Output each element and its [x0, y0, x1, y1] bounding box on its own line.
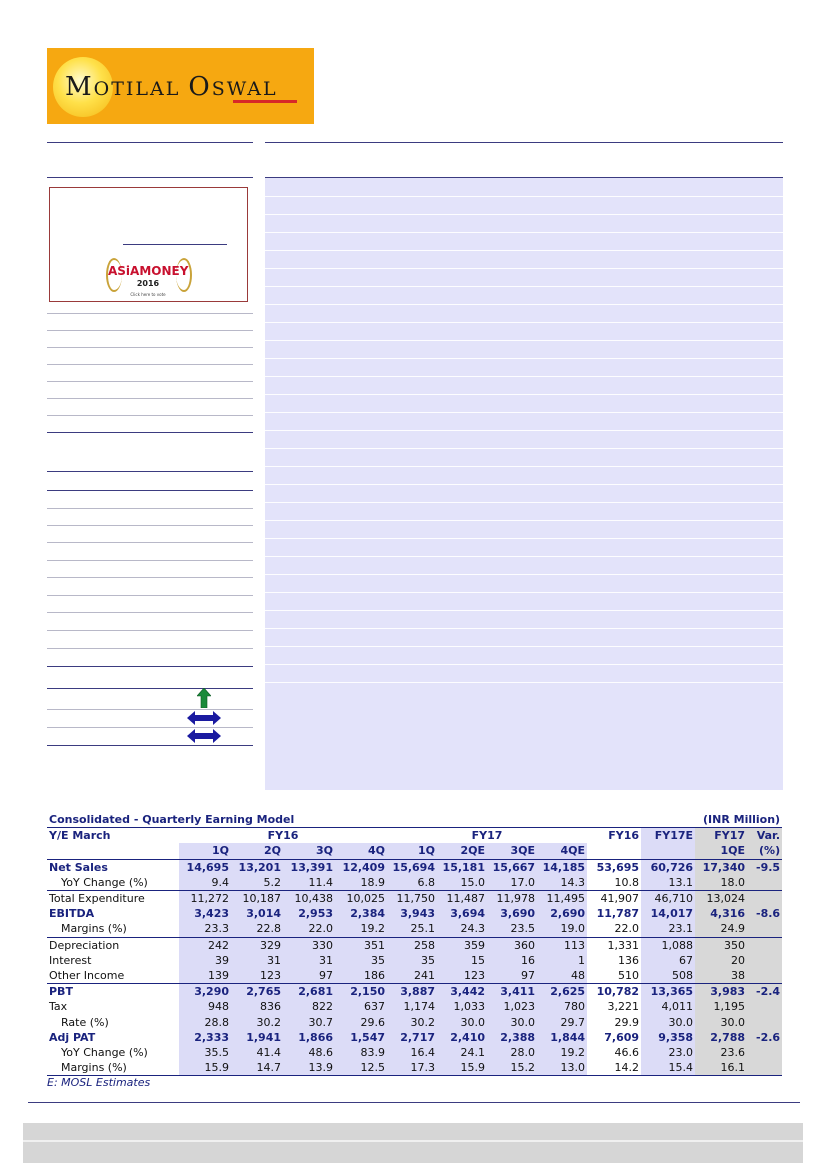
table-cell: 22.0	[283, 921, 335, 937]
panel-rule	[265, 502, 783, 503]
table-cell: 39	[179, 953, 231, 968]
table-cell: 46,710	[641, 890, 695, 906]
table-cell: 3,221	[607, 1000, 640, 1014]
table-cell: 23.3	[179, 921, 231, 937]
table-cell: 14,695	[179, 859, 231, 875]
panel-rule	[265, 682, 783, 683]
table-cell: 10,438	[283, 890, 335, 906]
table-cell: 3,887	[387, 984, 437, 1000]
divider	[47, 432, 253, 433]
table-row	[47, 984, 782, 1000]
table-cell: 508	[641, 968, 695, 984]
table-cell: 14.7	[231, 1060, 283, 1076]
table-cell	[747, 999, 782, 1014]
panel-rule	[265, 610, 783, 611]
table-cell: 28.8	[179, 1014, 231, 1029]
row-label: PBT	[47, 984, 179, 1000]
divider	[47, 560, 253, 561]
quarter-header: 4Q	[335, 843, 387, 859]
table-cell: 780	[537, 999, 587, 1014]
table-cell: 2,953	[283, 906, 335, 921]
table-cell: 2,788	[695, 1030, 747, 1045]
panel-rule	[265, 520, 783, 521]
table-cell	[747, 1014, 782, 1029]
table-cell: 23.6	[695, 1045, 747, 1060]
divider	[47, 381, 253, 382]
quarter-header-blank	[587, 843, 641, 859]
table-cell: 20	[695, 953, 747, 968]
table-cell: 7,609	[604, 1030, 640, 1044]
table-cell	[747, 921, 782, 937]
table-cell: 637	[335, 999, 387, 1014]
table-cell: 2,717	[387, 1030, 437, 1045]
table-cell: 10,782	[587, 984, 641, 1000]
table-cell: 35.5	[179, 1045, 231, 1060]
row-label: Margins (%)	[61, 922, 127, 936]
table-cell: 11,978	[487, 890, 537, 906]
row-label: Margins (%)	[47, 1060, 179, 1076]
table-cell: 1,547	[335, 1030, 387, 1045]
col-pct: (%)	[747, 843, 782, 859]
table-cell: 97	[283, 968, 335, 984]
table-cell: 822	[283, 999, 335, 1014]
panel-rule	[265, 574, 783, 575]
col-fy17: FY17	[695, 828, 747, 844]
table-cell: 11,272	[179, 890, 231, 906]
table-cell: 2,388	[487, 1030, 537, 1045]
logo-underline	[233, 100, 297, 103]
table-row	[47, 921, 782, 937]
table-cell: 351	[335, 937, 387, 953]
quarter-header: 2Q	[231, 843, 283, 859]
table-cell: 836	[231, 999, 283, 1014]
table-cell: 1,941	[231, 1030, 283, 1045]
table-cell: 15,181	[437, 859, 487, 875]
table-cell: 242	[179, 937, 231, 953]
table-cell: 30.0	[641, 1014, 695, 1029]
footer-divider	[28, 1102, 800, 1103]
table-cell: 35	[335, 953, 387, 968]
table-cell: 1,023	[487, 999, 537, 1014]
table-cell: 23.1	[641, 921, 695, 937]
table-cell: 13.0	[537, 1060, 587, 1076]
table-cell: 30.0	[487, 1014, 537, 1029]
divider	[47, 471, 253, 472]
table-cell: 1,174	[387, 999, 437, 1014]
award-vote-link[interactable]: Click here to vote	[130, 292, 166, 297]
table-cell: 24.1	[437, 1045, 487, 1060]
table-cell: 48.6	[283, 1045, 335, 1060]
col-1qe: 1QE	[695, 843, 747, 859]
table-cell: 4,316	[695, 906, 747, 921]
divider	[47, 398, 253, 399]
table-cell: 3,943	[387, 906, 437, 921]
panel-rule	[265, 232, 783, 233]
divider	[47, 177, 253, 178]
table-cell: 139	[179, 968, 231, 984]
panel-rule	[265, 250, 783, 251]
table-row	[47, 1045, 782, 1060]
table-cell: -2.4	[747, 984, 782, 1000]
table-cell: 16.4	[387, 1045, 437, 1060]
logo-text: MOTILAL OSWAL	[65, 72, 278, 102]
table-cell: 3,690	[487, 906, 537, 921]
award-year: 2016	[136, 279, 160, 288]
divider	[47, 666, 253, 667]
table-cell: 3,442	[437, 984, 487, 1000]
table-row	[47, 875, 782, 891]
panel-rule	[265, 466, 783, 467]
estimates-note: E: MOSL Estimates	[47, 1076, 151, 1090]
panel-rule	[265, 556, 783, 557]
divider	[47, 542, 253, 543]
table-cell: 123	[437, 968, 487, 984]
panel-rule	[265, 376, 783, 377]
table-cell: 46.6	[614, 1045, 640, 1059]
divider	[47, 364, 253, 365]
table-cell: 30.2	[231, 1014, 283, 1029]
table-cell: 13,365	[641, 984, 695, 1000]
divider	[47, 630, 253, 631]
table-cell: 13,024	[695, 890, 747, 906]
table-cell: 1,033	[437, 999, 487, 1014]
divider	[47, 347, 253, 348]
table-cell: 3,290	[179, 984, 231, 1000]
table-cell: 10.8	[614, 875, 640, 889]
table-title: Consolidated - Quarterly Earning Model	[49, 813, 295, 827]
table-cell: 23.0	[641, 1045, 695, 1060]
panel-rule	[265, 322, 783, 323]
table-cell: 53,695	[596, 860, 640, 874]
row-label: Adj PAT	[49, 1030, 96, 1044]
table-row	[47, 890, 782, 906]
table-cell: 2,384	[335, 906, 387, 921]
table-cell: 15.0	[437, 875, 487, 891]
table-cell: 5.2	[231, 875, 283, 891]
table-cell: 17,340	[695, 859, 747, 875]
row-label: EBITDA	[49, 907, 95, 921]
table-cell: 948	[179, 999, 231, 1014]
table-cell: -2.6	[747, 1030, 782, 1045]
table-cell: 38	[695, 968, 747, 984]
table-cell	[747, 875, 782, 891]
divider	[47, 688, 253, 689]
table-cell: 18.0	[695, 875, 747, 891]
quarter-header: 4QE	[537, 843, 587, 859]
table-cell: 3,411	[487, 984, 537, 1000]
award-brand: ASiAMONEY	[108, 264, 189, 278]
table-cell: 19.2	[537, 1045, 587, 1060]
table-cell: 35	[387, 953, 437, 968]
table-unit: (INR Million)	[703, 813, 781, 827]
panel-rule	[265, 286, 783, 287]
table-cell: 13,201	[231, 859, 283, 875]
col-fy16: FY16	[587, 828, 641, 844]
quarter-header-blank	[641, 843, 695, 859]
table-cell: 258	[387, 937, 437, 953]
table-cell: 41,907	[587, 890, 641, 906]
panel-rule	[265, 646, 783, 647]
table-cell: 31	[283, 953, 335, 968]
table-cell: 18.9	[335, 875, 387, 891]
table-cell: 13,391	[283, 859, 335, 875]
panel-rule	[265, 358, 783, 359]
table-cell: 22.8	[231, 921, 283, 937]
table-cell: 329	[231, 937, 283, 953]
table-cell: 10,187	[231, 890, 283, 906]
divider	[47, 490, 253, 491]
footer-bar	[23, 1123, 803, 1163]
table-cell: 12.5	[335, 1060, 387, 1076]
table-cell: 30.7	[283, 1014, 335, 1029]
table-cell: 15.2	[487, 1060, 537, 1076]
table-cell: 2,333	[179, 1030, 231, 1045]
panel-rule	[265, 196, 783, 197]
panel-rule	[265, 448, 783, 449]
panel-rule	[265, 268, 783, 269]
table-cell: 24.3	[437, 921, 487, 937]
table-cell: 29.7	[537, 1014, 587, 1029]
table-row	[47, 1014, 782, 1029]
table-row	[47, 1060, 782, 1076]
table-cell: 3,423	[179, 906, 231, 921]
panel-rule	[265, 430, 783, 431]
table-cell: 510	[618, 968, 640, 982]
table-cell: 3,983	[695, 984, 747, 1000]
panel-rule	[265, 538, 783, 539]
panel-rule	[265, 304, 783, 305]
table-cell: 15.4	[641, 1060, 695, 1076]
row-label: Interest	[49, 953, 92, 967]
quarterly-earnings-table	[47, 812, 782, 1090]
row-label: YoY Change (%)	[61, 1045, 148, 1059]
table-cell: -8.6	[747, 906, 782, 921]
table-cell: 29.9	[614, 1015, 640, 1029]
table-cell: 360	[487, 937, 537, 953]
table-cell: 30.0	[695, 1014, 747, 1029]
table-cell: 31	[231, 953, 283, 968]
col-var: Var.	[747, 828, 782, 844]
table-cell: 15.9	[437, 1060, 487, 1076]
divider	[47, 595, 253, 596]
table-cell	[747, 1060, 782, 1076]
divider	[47, 709, 253, 710]
divider	[47, 577, 253, 578]
table-cell: 330	[283, 937, 335, 953]
table-cell: 22.0	[614, 922, 640, 936]
quarter-header: 1Q	[387, 843, 437, 859]
table-cell	[747, 953, 782, 968]
panel-rule	[265, 214, 783, 215]
table-cell: 2,625	[537, 984, 587, 1000]
row-label: Net Sales	[49, 860, 108, 874]
table-cell: 359	[437, 937, 487, 953]
table-cell: 30.0	[437, 1014, 487, 1029]
divider	[47, 727, 253, 728]
table-row	[47, 999, 782, 1014]
table-cell: 14.2	[587, 1060, 641, 1076]
table-cell: 2,410	[437, 1030, 487, 1045]
table-cell: 30.2	[387, 1014, 437, 1029]
divider	[47, 745, 253, 746]
panel-rule	[265, 340, 783, 341]
table-cell: 17.3	[387, 1060, 437, 1076]
panel-rule	[265, 664, 783, 665]
table-cell: 12,409	[335, 859, 387, 875]
divider	[47, 648, 253, 649]
quarter-header: 1Q	[179, 843, 231, 859]
table-cell: 13.9	[283, 1060, 335, 1076]
row-label: Depreciation	[47, 937, 179, 953]
col-fy17e: FY17E	[641, 828, 695, 844]
table-cell: 83.9	[335, 1045, 387, 1060]
table-cell: 113	[537, 937, 587, 953]
table-cell: 186	[335, 968, 387, 984]
table-row	[47, 859, 782, 875]
row-label: Tax	[49, 1000, 68, 1014]
table-row	[47, 937, 782, 953]
table-row	[47, 953, 782, 968]
table-cell: 4,011	[641, 999, 695, 1014]
quarter-header: 3QE	[487, 843, 537, 859]
table-cell: 48	[537, 968, 587, 984]
table-cell: 19.2	[335, 921, 387, 937]
up-arrow-icon	[197, 688, 211, 708]
table-cell	[747, 968, 782, 984]
table-cell: 24.9	[695, 921, 747, 937]
table-cell: 136	[618, 953, 640, 967]
table-cell: 2,690	[537, 906, 587, 921]
table-row	[47, 968, 782, 984]
panel-rule	[265, 394, 783, 395]
table-cell: 15.9	[179, 1060, 231, 1076]
divider	[47, 313, 253, 314]
table-cell: 11,750	[387, 890, 437, 906]
double-arrow-icon	[187, 711, 221, 725]
table-cell: 1,866	[283, 1030, 335, 1045]
table-cell: 3,694	[437, 906, 487, 921]
table-cell: 14,017	[641, 906, 695, 921]
table-cell: 10,025	[335, 890, 387, 906]
table-cell: 3,014	[231, 906, 283, 921]
table-cell: 15	[437, 953, 487, 968]
divider	[47, 525, 253, 526]
award-link-underline	[123, 244, 227, 245]
table-cell: 11,487	[437, 890, 487, 906]
table-cell: 13.1	[641, 875, 695, 891]
row-label: YoY Change (%)	[61, 875, 148, 889]
divider	[47, 508, 253, 509]
table-cell	[747, 890, 782, 906]
table-cell: 14,185	[537, 859, 587, 875]
panel-rule	[265, 412, 783, 413]
table-cell: 67	[641, 953, 695, 968]
table-cell: 9,358	[641, 1030, 695, 1045]
row-label: Rate (%)	[61, 1015, 109, 1029]
table-cell: 350	[695, 937, 747, 953]
table-cell: 11,495	[537, 890, 587, 906]
table-row	[47, 906, 782, 921]
fy16-group-header: FY16	[179, 828, 387, 844]
table-cell: 1,088	[641, 937, 695, 953]
row-label: Other Income	[49, 968, 125, 982]
table-cell: 14.3	[537, 875, 587, 891]
table-cell	[747, 937, 782, 953]
table-cell: 11,787	[596, 907, 640, 921]
table-cell: 123	[231, 968, 283, 984]
company-logo	[47, 48, 314, 124]
table-cell: 16	[487, 953, 537, 968]
table-cell	[747, 1045, 782, 1060]
table-cell: 11.4	[283, 875, 335, 891]
table-cell: 1	[537, 953, 587, 968]
fy17-group-header: FY17	[387, 828, 587, 844]
panel-rule	[265, 484, 783, 485]
footer-separator	[23, 1140, 803, 1142]
table-cell: 15,667	[487, 859, 537, 875]
table-cell: 1,331	[587, 937, 641, 953]
table-cell: 2,765	[231, 984, 283, 1000]
double-arrow-icon	[187, 729, 221, 743]
divider	[47, 612, 253, 613]
quarter-header: 2QE	[437, 843, 487, 859]
panel-rule	[265, 628, 783, 629]
table-cell: 97	[487, 968, 537, 984]
table-cell: 1,195	[695, 999, 747, 1014]
table-cell: 17.0	[487, 875, 537, 891]
table-cell: 6.8	[387, 875, 437, 891]
table-cell: 2,150	[335, 984, 387, 1000]
table-cell: 19.0	[537, 921, 587, 937]
panel-rule	[265, 592, 783, 593]
quarter-header: 3Q	[283, 843, 335, 859]
divider	[47, 142, 253, 143]
table-cell: 15,694	[387, 859, 437, 875]
table-row	[47, 1030, 782, 1045]
quarter-header-blank	[47, 843, 179, 859]
table-cell: 1,844	[537, 1030, 587, 1045]
table-cell: 60,726	[641, 859, 695, 875]
divider	[265, 142, 783, 143]
table-cell: 16.1	[695, 1060, 747, 1076]
table-cell: 241	[387, 968, 437, 984]
ye-label: Y/E March	[47, 828, 179, 844]
award-banner[interactable]	[49, 187, 248, 302]
table-cell: 9.4	[179, 875, 231, 891]
divider	[47, 330, 253, 331]
table-cell: 28.0	[487, 1045, 537, 1060]
row-label: Total Expenditure	[47, 890, 179, 906]
table-cell: 23.5	[487, 921, 537, 937]
divider	[47, 415, 253, 416]
table-cell: 41.4	[231, 1045, 283, 1060]
table-cell: 2,681	[283, 984, 335, 1000]
table-cell: -9.5	[747, 859, 782, 875]
table-cell: 25.1	[387, 921, 437, 937]
table-cell: 29.6	[335, 1014, 387, 1029]
